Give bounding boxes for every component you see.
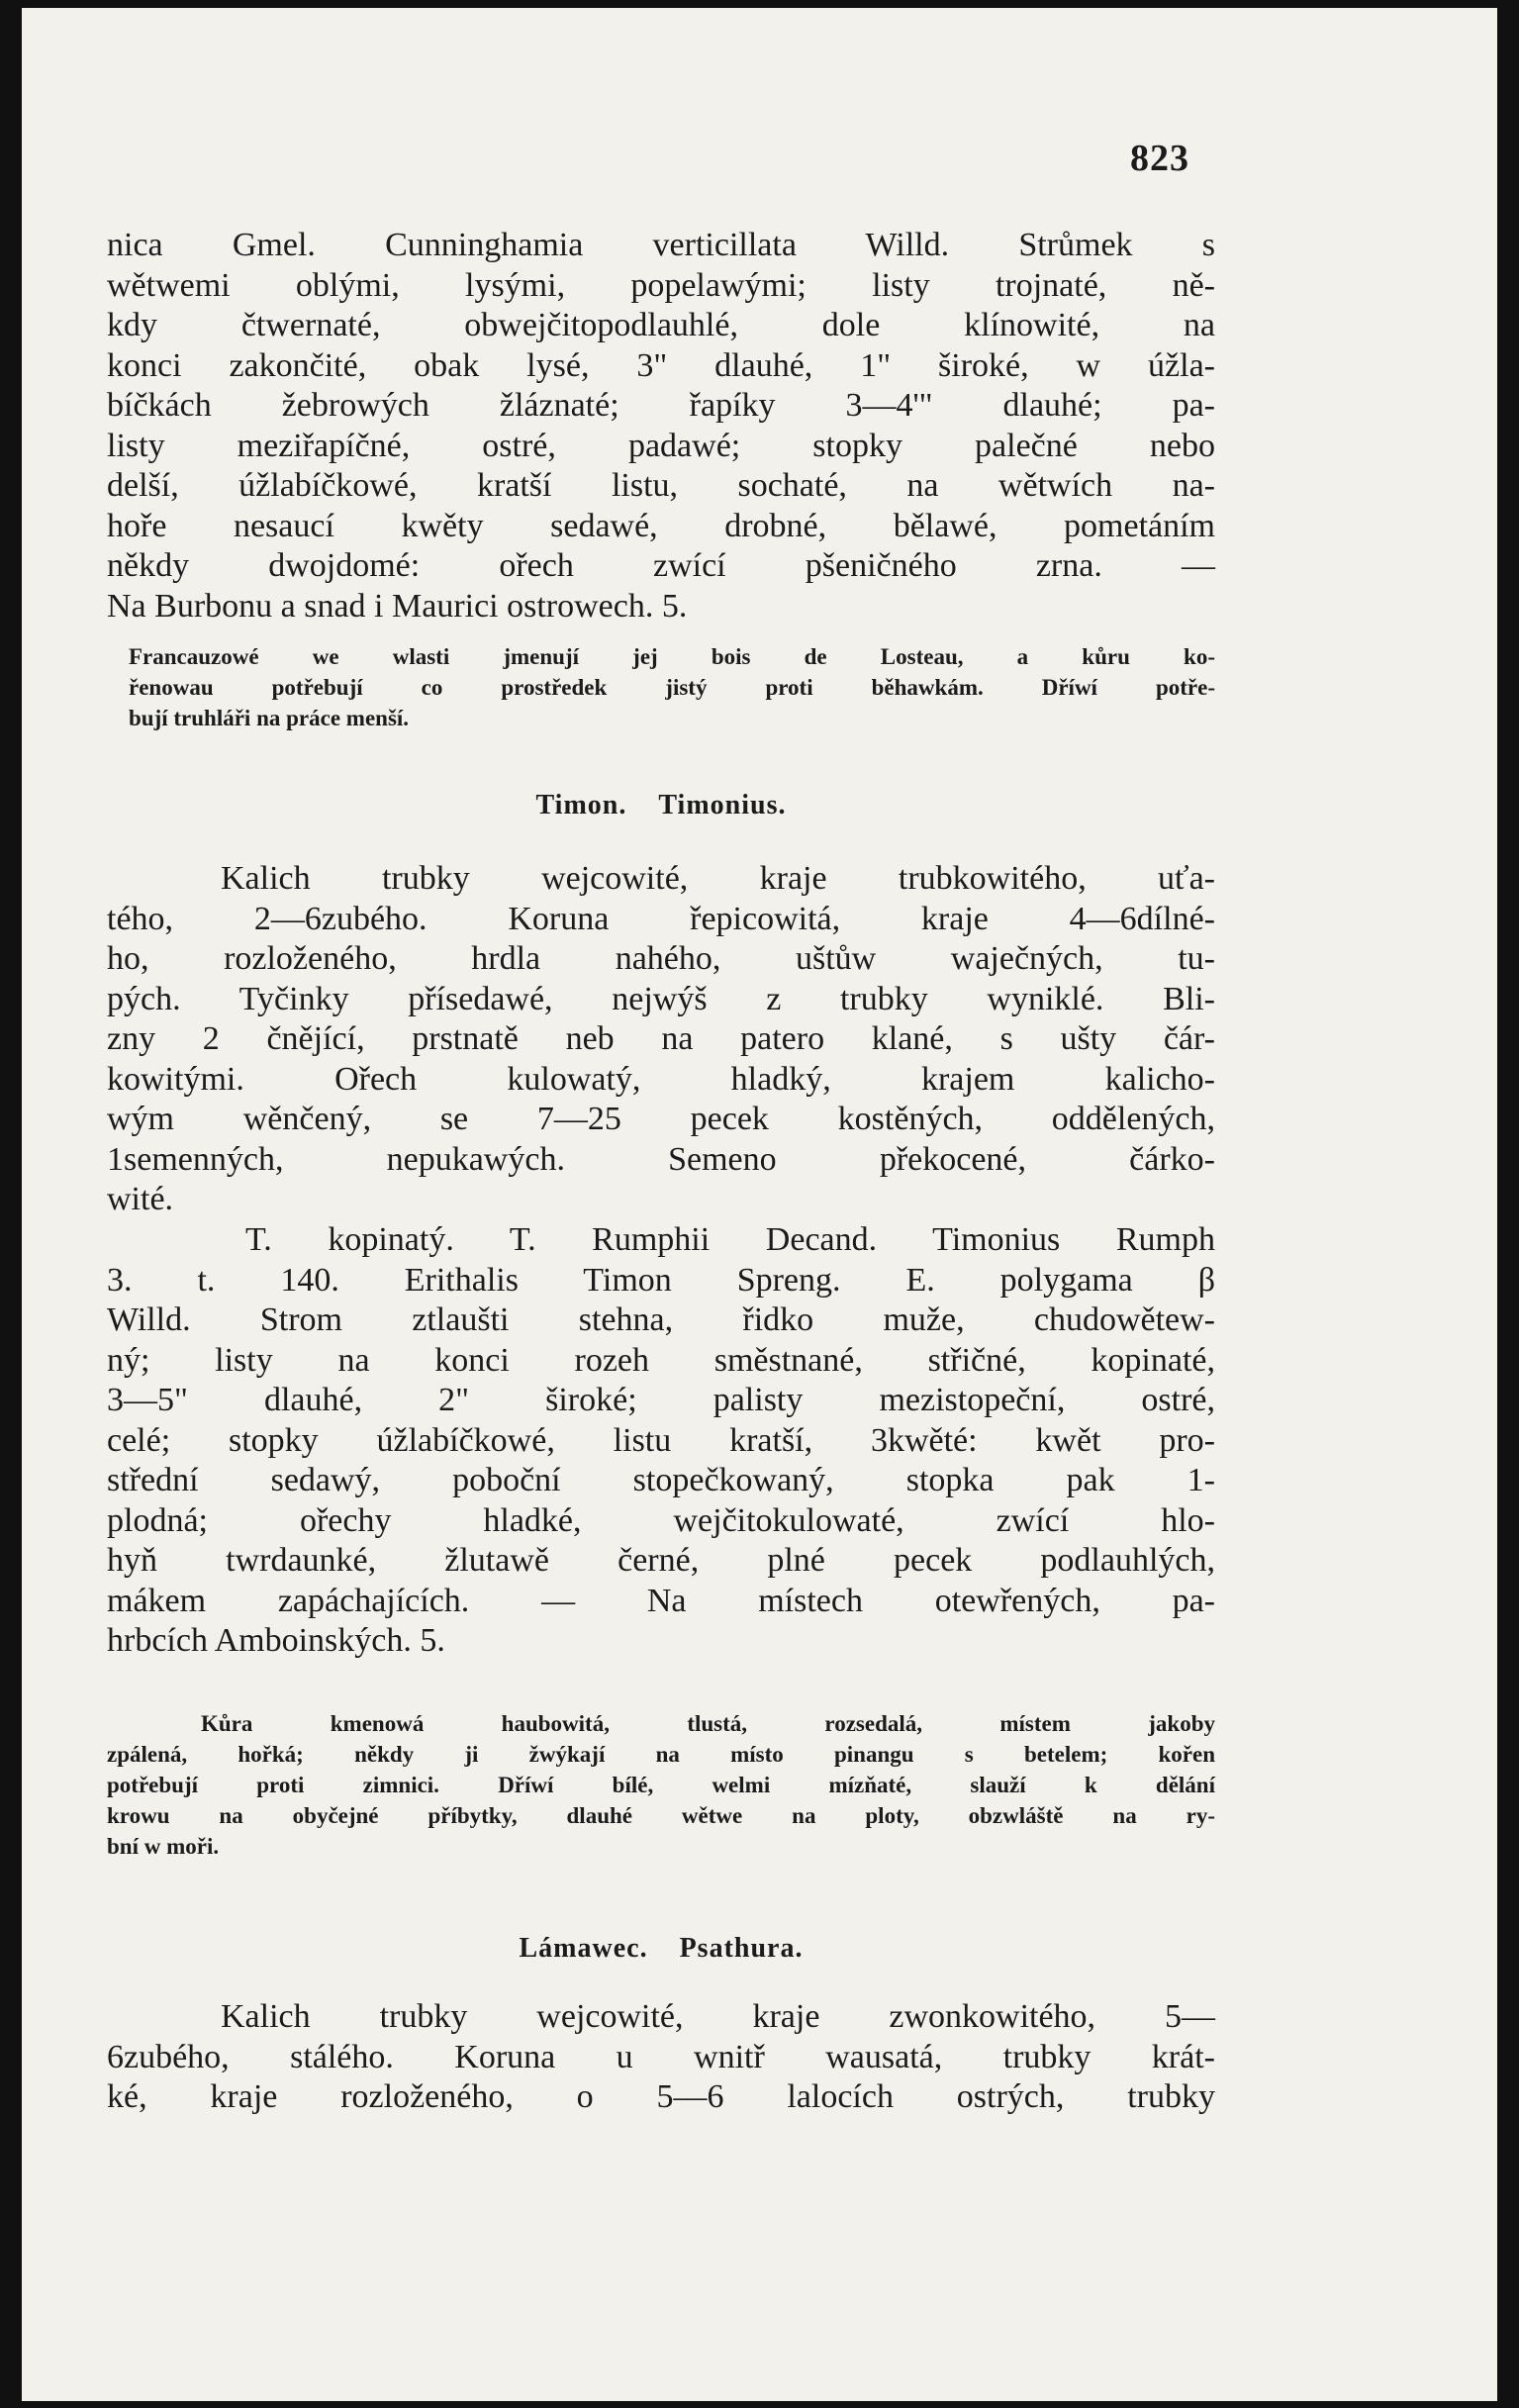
heading-czech-name: Lámawec. [519,1933,648,1964]
text-line: ho, rozloženého, hrdla nahého, uštůw waječných, tu- [107,940,1215,977]
text-line: hrbcích Amboinských. 5. [107,1622,445,1659]
text-line: bíčkách žebrowých žláznaté; řapíky 3—4'" dlauhé; pa- [107,387,1215,424]
text-line: mákem zapáchajících. — Na místech otewřených, pa- [107,1582,1215,1619]
text-line: plodná; ořechy hladké, wejčitokulowaté, zwící hlo- [107,1501,1215,1539]
heading-latin-name: Timonius. [658,790,787,820]
text-line: ké, kraje rozloženého, o 5—6 lalocích ostrých, trubky [107,2078,1215,2115]
note-line: zpálená, hořká; někdy ji žwýkají na místo pinangu s betelem; kořen [107,1742,1215,1767]
text-line: hoře nesaucí kwěty sedawé, drobné, bělawé, pometáním [107,507,1215,544]
page-sheet [22,8,1497,2401]
note-line: řenowau potřebují co prostředek jistý proti běhawkám. Dříwí potře- [129,675,1215,700]
text-line: wým wěnčený, se 7—25 pecek kostěných, oddělených, [107,1101,1215,1137]
genus-heading-timon [107,790,1215,821]
text-line: celé; stopky úžlabíčkowé, listu kratší, 3kwěté: kwět pro- [107,1421,1215,1459]
paragraph-cunninghamia [107,226,1215,626]
text-line: konci zakončité, obak lysé, 3" dlauhé, 1" široké, w úžla- [107,346,1215,384]
text-line: wětwemi oblými, lysými, popelawými; listy trojnaté, ně- [107,266,1215,304]
note-line: Kůra kmenowá haubowitá, tlustá, rozsedalá, místem jakoby [201,1711,1215,1736]
footnote-cunninghamia [129,641,1215,733]
text-line: nica Gmel. Cunninghamia verticillata Willd. Strůmek s [107,227,1215,263]
text-line: ný; listy na konci rozeh směstnané, střičné, kopinaté, [107,1341,1215,1379]
text-line: wité. [107,1181,174,1217]
note-line: bují truhláři na práce menší. [129,706,410,730]
text-line: 1semenných, nepukawých. Semeno překocené, čárko- [107,1140,1215,1178]
text-line: tého, 2—6zubého. Koruna řepicowitá, kraje 4—6dílné- [107,900,1215,937]
footnote-timon [107,1708,1215,1862]
heading-czech-name: Timon. [535,790,627,820]
paragraph-timon-genus [107,859,1215,1220]
note-line: bní w moři. [107,1834,220,1859]
text-line: delší, úžlabíčkowé, kratší listu, sochaté, na wětwích na- [107,467,1215,504]
paragraph-timon-species [107,1220,1215,1662]
genus-heading-lamawec [107,1933,1215,1965]
text-line: Kalich trubky wejcowité, kraje trubkowitého, uťa- [221,860,1215,897]
text-line: 3—5" dlauhé, 2" široké; palisty mezistopeční, ostré, [107,1382,1215,1418]
text-line: 3. t. 140. Erithalis Timon Spreng. E. polygama β [107,1261,1215,1299]
text-line: kowitými. Ořech kulowatý, hladký, krajem kalicho- [107,1060,1215,1098]
text-line: zny 2 čnějící, prstnatě neb na patero klané, s ušty čár- [107,1020,1215,1057]
text-line: listy meziřapíčné, ostré, padawé; stopky palečné nebo [107,427,1215,464]
paragraph-lamawec-genus [107,1997,1215,2118]
text-line: kdy čtwernaté, obwejčitopodlauhlé, dole klínowité, na [107,307,1215,343]
note-line: krowu na obyčejné příbytky, dlauhé wětwe na ploty, obzwláště na ry- [107,1803,1215,1828]
text-line: 6zubého, stálého. Koruna u wnitř wausatá, trubky krát- [107,2038,1215,2075]
note-line: potřebují proti zimnici. Dříwí bílé, welmi mízňaté, slauží k dělání [107,1773,1215,1797]
text-line: střední sedawý, poboční stopečkowaný, stopka pak 1- [107,1462,1215,1498]
text-line: pých. Tyčinky přísedawé, nejwýš z trubky wyniklé. Bli- [107,980,1215,1017]
text-line: T. kopinatý. T. Rumphii Decand. Timonius Rumph [245,1221,1215,1258]
text-line: někdy dwojdomé: ořech zwící pšeničného zrna. — [107,547,1215,584]
text-line: Willd. Strom ztlaušti stehna, řidko muže, chudowětew- [107,1301,1215,1338]
heading-latin-name: Psathura. [679,1933,804,1964]
page-number: 823 [1130,138,1189,179]
text-line: Kalich trubky wejcowité, kraje zwonkowitého, 5— [221,1998,1215,2035]
text-line: Na Burbonu a snad i Maurici ostrowech. 5. [107,587,688,625]
text-line: hyň twrdaunké, žlutawě černé, plné pecek podlauhlých, [107,1542,1215,1579]
note-line: Francauzowé we wlasti jmenují jej bois de Losteau, a kůru ko- [129,644,1215,669]
